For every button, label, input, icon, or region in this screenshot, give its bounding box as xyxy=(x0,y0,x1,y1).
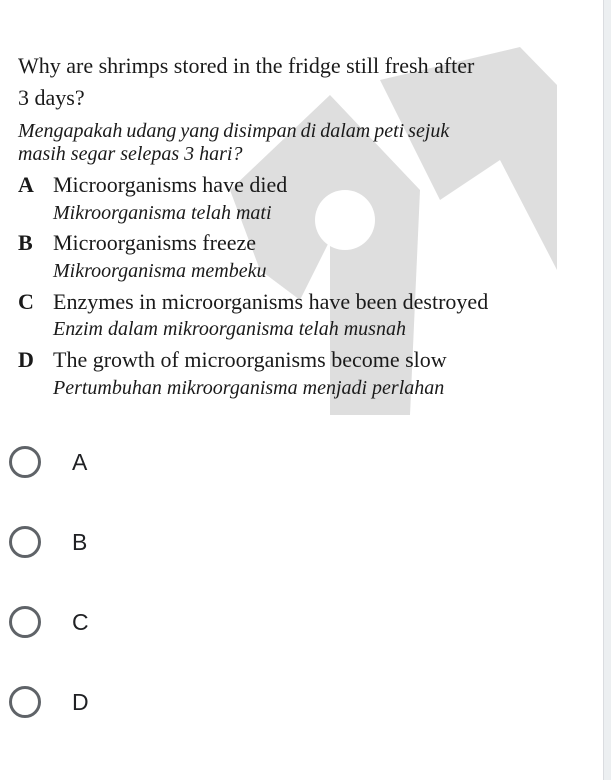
option-b-ms: Mikroorganisma membeku xyxy=(53,260,267,282)
question-text-en-1: Why are shrimps stored in the fridge still fresh after xyxy=(18,53,475,78)
radio-button-b[interactable] xyxy=(9,526,41,558)
option-letter-b: B xyxy=(18,230,33,255)
radio-button-d[interactable] xyxy=(9,686,41,718)
question-text-ms-1: Mengapakah udang yang disimpan di dalam peti sejuk xyxy=(18,120,450,142)
option-a-ms: Mikroorganisma telah mati xyxy=(53,202,272,224)
option-letter-c: C xyxy=(18,289,34,314)
radio-button-a[interactable] xyxy=(9,446,41,478)
choice-label-a: A xyxy=(72,448,88,475)
question-text-en-2: 3 days? xyxy=(18,85,85,110)
option-letter-d: D xyxy=(18,347,34,372)
question-image xyxy=(0,40,560,415)
option-d-ms: Pertumbuhan mikroorganisma menjadi perlahan xyxy=(53,377,445,399)
choice-label-b: B xyxy=(72,528,88,555)
choice-a[interactable] xyxy=(0,432,560,492)
option-d-en: The growth of microorganisms become slow xyxy=(53,347,447,372)
choice-b[interactable] xyxy=(0,512,560,572)
question-text-ms-2: masih segar selepas 3 hari? xyxy=(18,143,243,165)
option-letter-a: A xyxy=(18,172,34,197)
option-a-en: Microorganisms have died xyxy=(53,172,288,197)
option-b-en: Microorganisms freeze xyxy=(53,230,257,255)
option-c-ms: Enzim dalam mikroorganisma telah musnah xyxy=(53,318,406,340)
choice-c[interactable] xyxy=(0,592,560,652)
choice-label-d: D xyxy=(72,688,89,715)
option-c-en: Enzymes in microorganisms have been destroyed xyxy=(53,289,489,314)
scrollbar-edge xyxy=(603,0,611,780)
choice-d[interactable] xyxy=(0,672,560,732)
choice-label-c: C xyxy=(72,608,89,635)
radio-button-c[interactable] xyxy=(9,606,41,638)
